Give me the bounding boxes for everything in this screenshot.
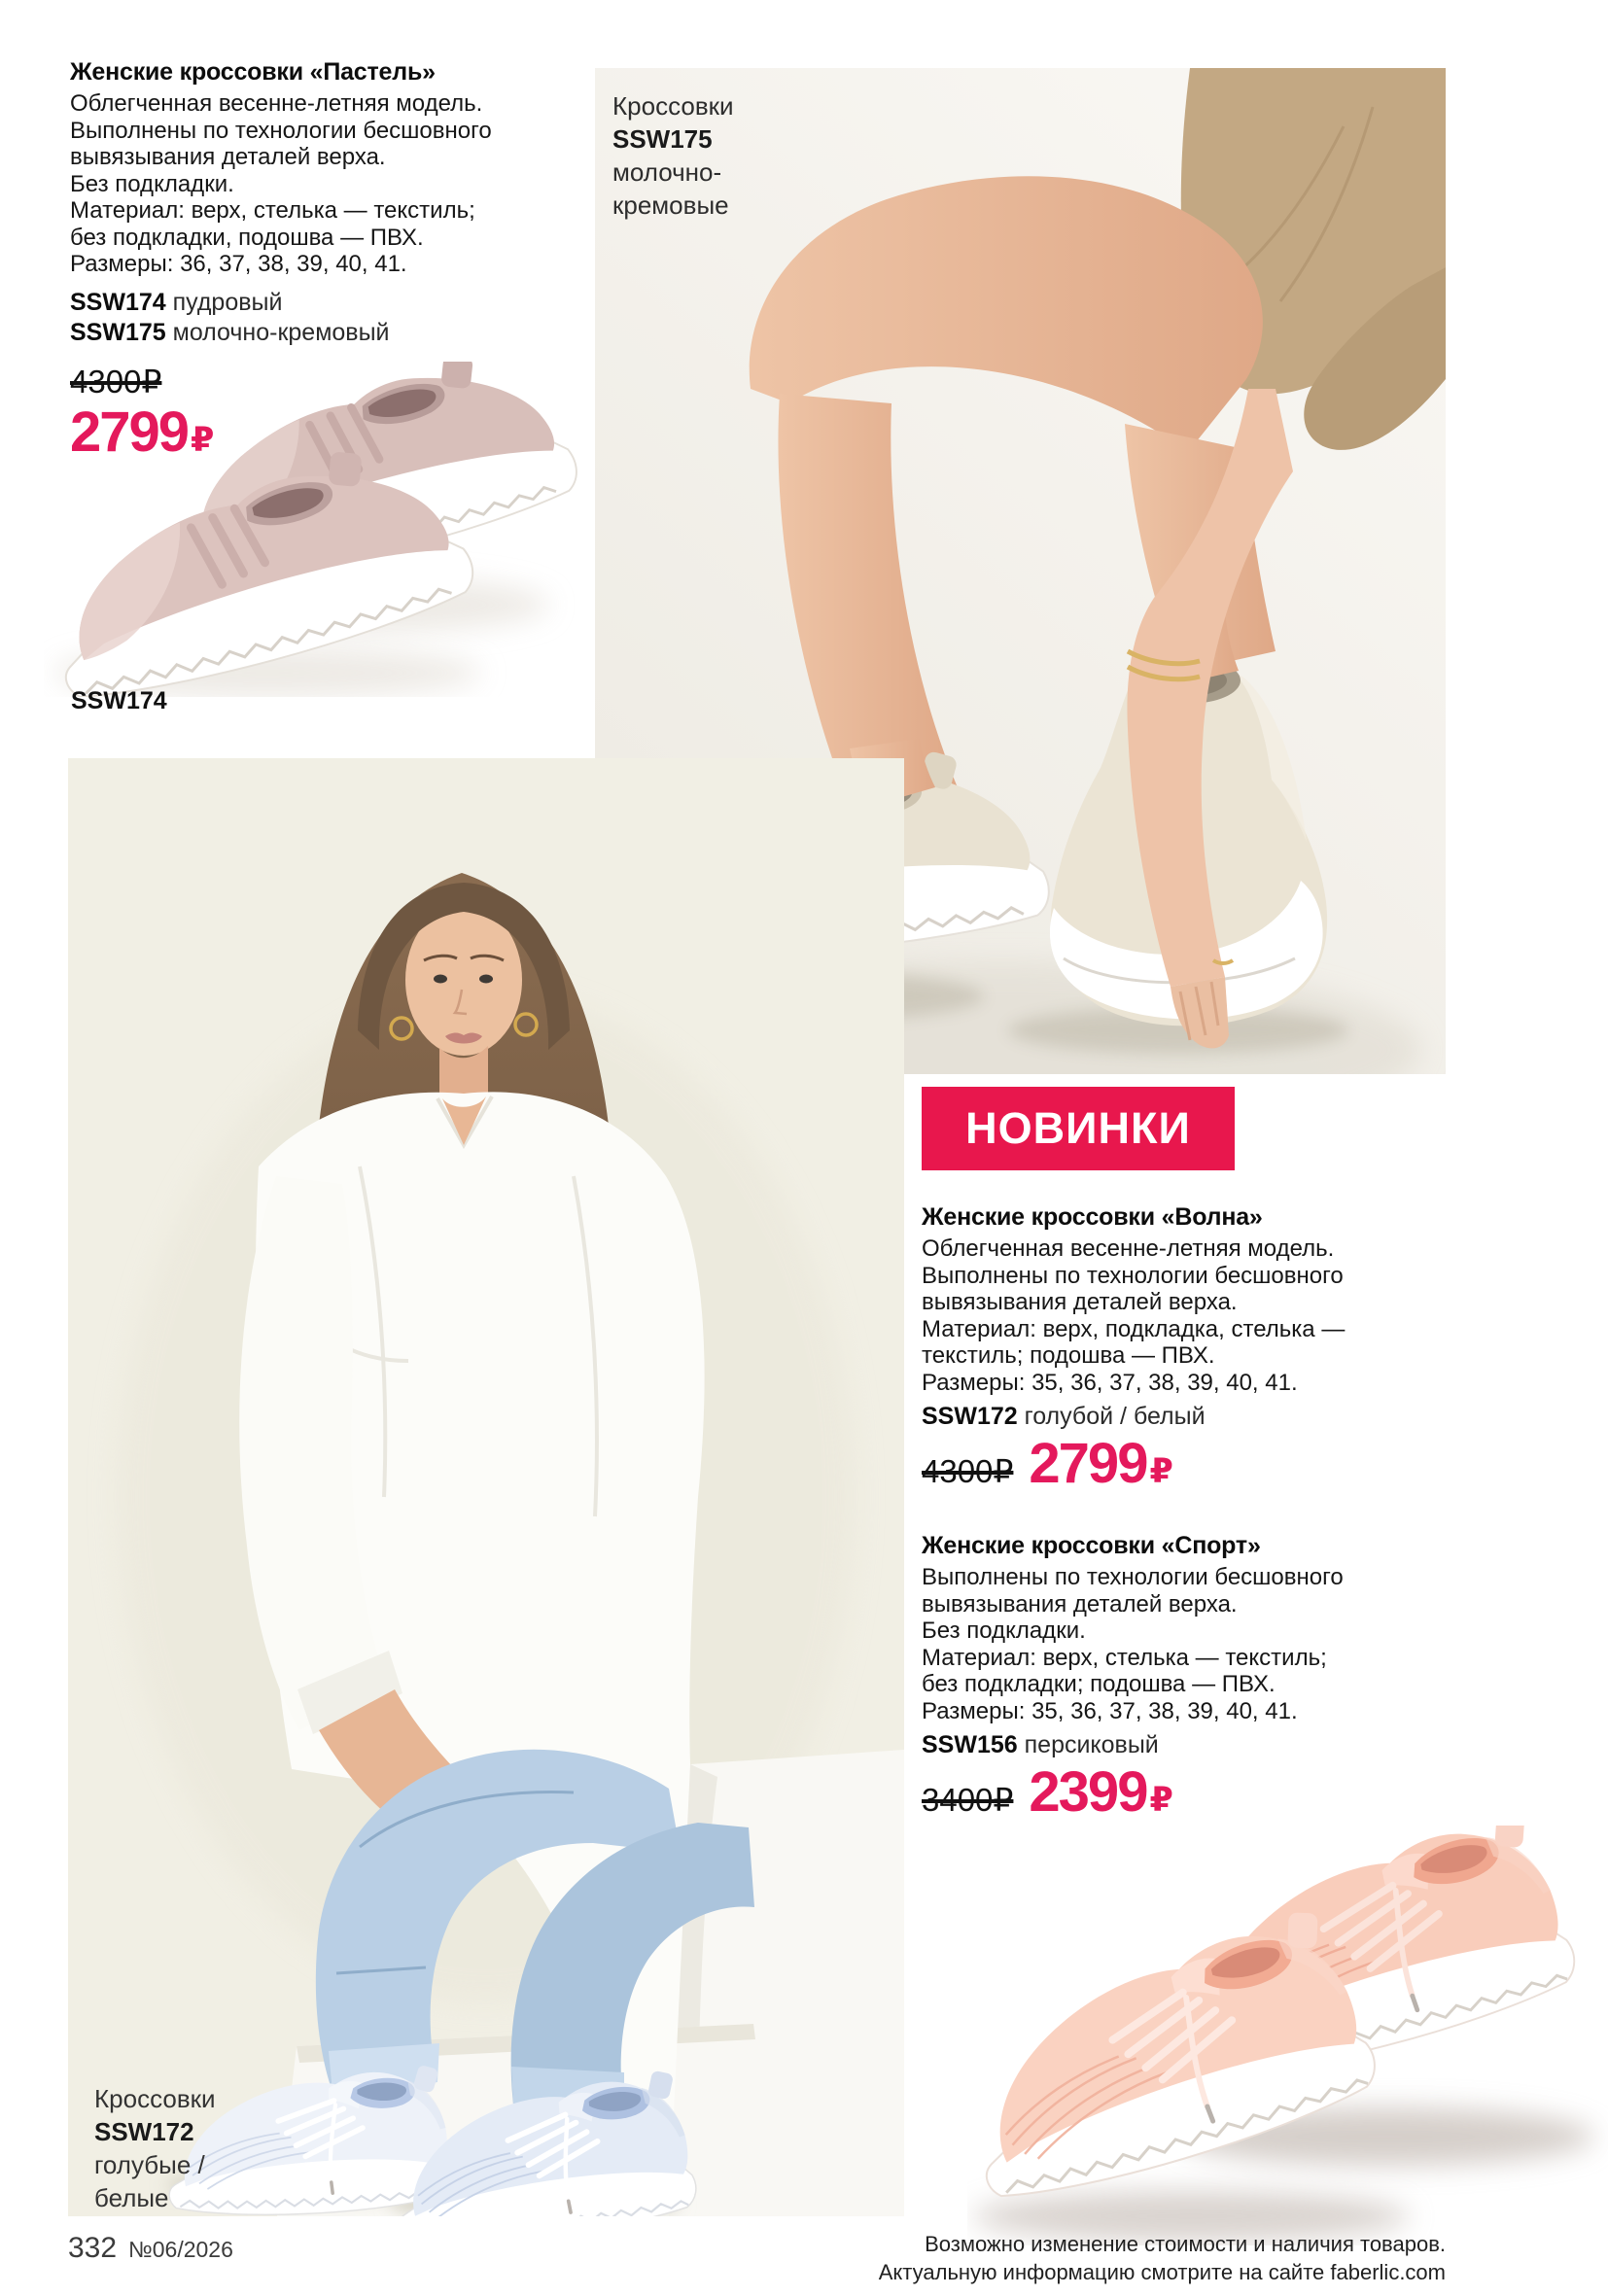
desc-line: Материал: верх, стелька — текстиль; <box>70 197 475 224</box>
desc-line: без подкладки; подошва — ПВХ. <box>922 1671 1276 1697</box>
caption-code: SSW172 <box>94 2117 194 2146</box>
desc-line: Размеры: 35, 36, 37, 38, 39, 40, 41. <box>922 1369 1298 1396</box>
caption-line: молочно- <box>612 157 722 187</box>
sku-list <box>922 1730 1447 1760</box>
desc-line: Без подкладки. <box>70 170 234 197</box>
page-number: 332 <box>68 2232 118 2264</box>
old-price: 3400₽ <box>922 1782 1014 1818</box>
sku-code: SSW156 <box>922 1731 1018 1758</box>
footer-page-info <box>68 2232 233 2265</box>
product-title: Женские кроссовки «Спорт» <box>922 1532 1261 1559</box>
product-volna <box>922 1203 1447 1500</box>
sku-line <box>922 1730 1447 1760</box>
ruble-sign: ₽ <box>1149 1781 1173 1819</box>
new-price-value: 2799 <box>70 400 189 464</box>
new-price-value: 2799 <box>1029 1432 1147 1495</box>
sku-code: SSW175 <box>70 318 166 346</box>
product-title: Женские кроссовки «Пастель» <box>70 58 436 86</box>
desc-line: Выполнены по технологии бесшовного <box>922 1262 1344 1289</box>
sku-color: голубой / белый <box>1024 1403 1206 1430</box>
footer-disclaimer <box>879 2230 1446 2286</box>
desc-line: текстиль; подошва — ПВХ. <box>922 1342 1215 1369</box>
desc-line: вывязывания деталей верха. <box>70 144 386 170</box>
caption-line: белые <box>94 2183 169 2212</box>
novelties-banner: НОВИНКИ <box>922 1087 1235 1170</box>
sku-list <box>70 288 614 348</box>
pastel-sneakers-photo <box>44 362 593 697</box>
issue-number: №06/2026 <box>128 2237 233 2262</box>
pastel-photo-label: SSW174 <box>71 687 167 714</box>
product-sport <box>922 1532 1447 1828</box>
sku-color: персиковый <box>1024 1731 1159 1758</box>
sku-line <box>70 318 614 348</box>
desc-line: Облегченная весенне-летняя модель. <box>922 1235 1335 1262</box>
ruble-sign: ₽ <box>1149 1452 1173 1490</box>
old-price: 4300₽ <box>70 363 162 400</box>
desc-line: Материал: верх, подкладка, стелька — <box>922 1315 1346 1342</box>
desc-line: без подкладки, подошва — ПВХ. <box>70 224 424 251</box>
sku-list <box>922 1402 1447 1432</box>
sku-code: SSW172 <box>922 1403 1018 1430</box>
product-title: Женские кроссовки «Волна» <box>922 1203 1263 1231</box>
caption-line: Кроссовки <box>94 2084 216 2113</box>
desc-line: Без подкладки. <box>922 1618 1086 1644</box>
legs-photo-caption <box>612 89 734 222</box>
disclaimer-line: Возможно изменение стоимости и наличия товаров. <box>925 2232 1446 2256</box>
new-price <box>1029 1432 1173 1500</box>
caption-line: Кроссовки <box>612 91 734 121</box>
peach-sneakers-photo <box>967 1826 1608 2245</box>
caption-line: голубые / <box>94 2150 205 2179</box>
price-block <box>922 1432 1447 1500</box>
ruble-sign: ₽ <box>191 420 215 459</box>
new-price <box>1029 1760 1173 1828</box>
desc-line: Материал: верх, стелька — текстиль; <box>922 1644 1327 1671</box>
desc-line: Выполнены по технологии бесшовного <box>922 1564 1344 1590</box>
desc-line: Размеры: 36, 37, 38, 39, 40, 41. <box>70 251 407 277</box>
desc-line: Облегченная весенне-летняя модель. <box>70 90 483 117</box>
desc-line: вывязывания деталей верха. <box>922 1289 1238 1315</box>
desc-line: вывязывания деталей верха. <box>922 1590 1238 1618</box>
sku-line <box>70 288 614 318</box>
sku-color: пудровый <box>172 288 283 316</box>
model-photo-illustration <box>68 758 904 2216</box>
sku-color: молочно-кремовый <box>172 318 390 346</box>
caption-code: SSW175 <box>612 124 713 154</box>
desc-line: Размеры: 35, 36, 37, 38, 39, 40, 41. <box>922 1697 1298 1724</box>
price-block <box>922 1760 1447 1828</box>
disclaimer-line: Актуальную информацию смотрите на сайте faberlic.com <box>878 2260 1446 2284</box>
sku-code: SSW174 <box>70 288 166 316</box>
old-price: 4300₽ <box>922 1453 1014 1489</box>
caption-line: кремовые <box>612 191 729 220</box>
model-photo <box>68 758 904 2216</box>
new-price-value: 2399 <box>1029 1760 1147 1824</box>
desc-line: Выполнены по технологии бесшовного <box>70 117 492 144</box>
sku-line <box>922 1402 1447 1432</box>
blue-photo-caption <box>94 2082 216 2214</box>
